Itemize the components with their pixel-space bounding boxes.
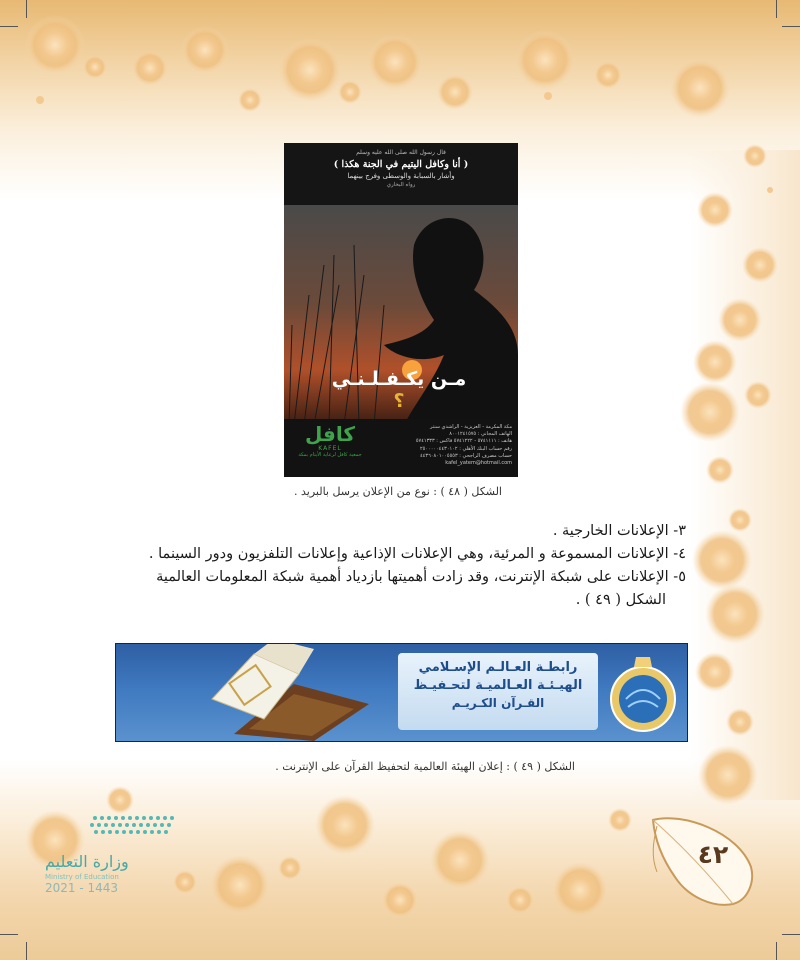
poster-header: [284, 143, 518, 205]
banner-line-2: الهيـئـة العـالميـة لتحـفيـظ: [413, 678, 583, 693]
poster-question-mark: ؟: [393, 390, 405, 412]
list-item: ٥- الإعلانات على شبكة الإنترنت، وقد زادت أهميتها بازدياد أهمية شبكة المعلومات العالمية: [156, 569, 686, 585]
contact-line: رقم حساب البنك الأهلي : ٢٥٠٠٠٠٠٤٤٣٠١٠٢: [420, 445, 512, 452]
crop-mark: [0, 26, 18, 27]
banner-title-box: [398, 653, 598, 730]
poster-contact-info: [372, 424, 512, 467]
poster-intro: قال رسول الله صلى الله عليه وسلم: [356, 149, 446, 156]
edition-year: 2021 - 1443: [45, 881, 119, 895]
contact-line: حساب مصرف الراجحي : ٤٤٣٦٠٨٠١٠٠٥٥٥٣: [420, 452, 512, 459]
kafel-logo-tagline: جمعية كافل لرعاية الأيتام بمكة: [298, 452, 362, 458]
poster-hadith: ( أنا وكافل اليتيم في الجنة هكذا ): [333, 159, 469, 170]
poster-narrator: رواه البخاري: [386, 182, 416, 188]
crop-mark: [776, 942, 777, 960]
poster-footer: [284, 419, 518, 477]
ministry-latin-name: Ministry of Education: [45, 873, 119, 881]
ministry-name: وزارة التعليم: [45, 852, 129, 871]
list-item: ٤- الإعلانات المسموعة و المرئية، وهي الإعلانات الإذاعية وإعلانات التلفزيون ودور السينما .: [148, 546, 686, 562]
body-text: [86, 520, 686, 612]
banner-line-3: القـرآن الكـريـم: [451, 696, 545, 710]
quran-banner-figure: [115, 643, 688, 742]
list-item: ٣- الإعلانات الخارجية .: [552, 523, 686, 539]
contact-line: مكة المكرمة - العزيزية - الراشدي سنتر: [429, 424, 512, 430]
crop-mark: [0, 934, 18, 935]
crop-mark: [782, 26, 800, 27]
figure-49-caption: الشكل ( ٤٩ ) : إعلان الهيئة العالمية لتحفيظ القرآن على الإنترنت .: [275, 760, 575, 773]
quran-stand-image: [194, 644, 394, 741]
crop-mark: [26, 942, 27, 960]
kafel-logo-latin: KAFEL: [318, 445, 342, 452]
crop-mark: [776, 0, 777, 18]
contact-line: الهاتف المجاني : ٨٠٠١٢٤١٥٧٥: [449, 431, 512, 438]
poster-slogan: [324, 368, 474, 412]
banner-line-1: رابطـة العـالـم الإسـلامي: [418, 660, 578, 675]
crop-mark: [26, 0, 27, 18]
crop-mark: [782, 934, 800, 935]
poster-hadith-sub: وأشار بالسبابة والوسطى وفرج بينهما: [347, 172, 455, 180]
contact-line: هاتف : ٥٧٤١١١١ - ٥٧٤١٢٢٢ فاكس : ٥٧٤١٣٣٣: [415, 438, 512, 445]
figure-48-caption: الشكل ( ٤٨ ) : نوع من الإعلان يرسل بالبريد .: [294, 485, 502, 498]
kafel-logo-brand: كافل: [304, 422, 356, 446]
page-number: ٤٢: [697, 840, 729, 869]
list-item-continuation: الشكل ( ٤٩ ) .: [575, 592, 666, 608]
quran-organization-emblem: [606, 651, 680, 735]
poster-slogan-text: مـن يكـفـلـنـي: [331, 368, 467, 390]
kafel-poster-figure: [284, 143, 518, 477]
kafel-logo: [290, 423, 370, 473]
contact-email: kafel_yatem@hotmail.com: [445, 460, 512, 467]
